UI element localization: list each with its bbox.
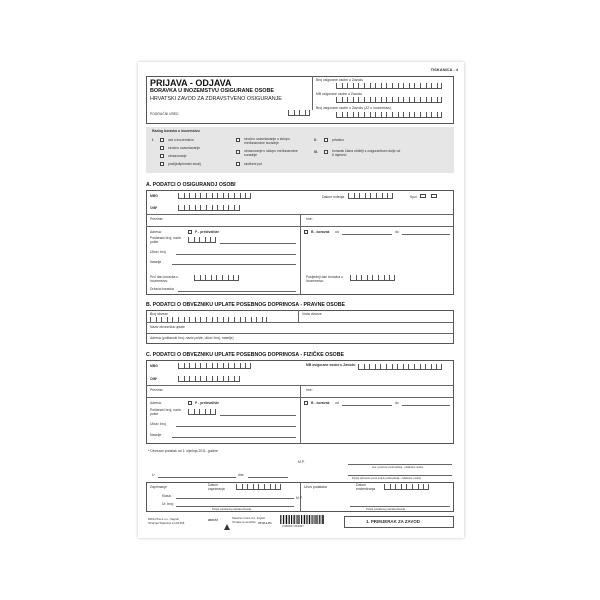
insured-number-cells[interactable] [336, 83, 442, 89]
receipt-label: Zaprimanje [150, 485, 167, 489]
class-label: Klasa: [162, 494, 172, 498]
a-mbg-label: MBG [150, 194, 158, 198]
reason-training: stručno usavršavanje [168, 146, 201, 150]
form-page [138, 62, 464, 538]
signature-caption-2: Potpis (obvezno puna potpis podnositelja - odabrane osobe) [352, 477, 422, 480]
b-kind-label: Vrsta obveze [302, 312, 322, 316]
receipt-signature-caption: Potpis ovlaštenog radnika Zavoda [212, 508, 252, 511]
date-label: dne [238, 473, 244, 477]
c-stay-label: B - boravak [311, 401, 330, 405]
section-b-title: B. PODATCI O OBVEZNIKU UPLATE POSEBNOG DOPRINOSA - PRAVNE OSOBE [146, 302, 345, 308]
reason-checkbox-postgraduate[interactable] [160, 162, 164, 166]
signature-caption-1: Ime i prezime podnositelja - odabrane osobe [372, 466, 424, 469]
a-birth-date-cells[interactable] [348, 193, 393, 199]
c-mbg-cells[interactable] [178, 363, 251, 369]
reason-marker-ii: II. [314, 138, 317, 142]
place-label: U [152, 473, 155, 477]
reg-number-label: Ur. broj: [162, 502, 174, 506]
c-residence-checkbox[interactable] [188, 401, 192, 405]
c-stay-to-line [402, 405, 450, 406]
c-stay-to: do [395, 401, 399, 405]
regional-office-cells[interactable] [288, 110, 310, 116]
a-street-label: Ulica i broj [150, 250, 166, 254]
entry-date-label: Datum evidentiranja [356, 483, 376, 491]
printer-line-2: Oznaka za naručitbu [232, 521, 256, 524]
a-duration-line [178, 291, 296, 292]
entry-date-cells[interactable] [384, 484, 429, 490]
c-stay-from: od [335, 401, 339, 405]
a-sex-label: Spol [410, 195, 417, 199]
header-divider [312, 76, 313, 110]
stamp-label-1: M.P. [298, 460, 305, 464]
b-vertical-divider [298, 310, 299, 322]
a-first-day-cells[interactable] [194, 275, 239, 281]
reason-marker-iii: III. [314, 150, 318, 154]
signature-line-2 [348, 475, 452, 476]
section-c-title: C. PODATCI O OBVEZNIKU UPLATE POSEBNOG DOPRINOSA - FIZIČKE OSOBE [146, 352, 344, 358]
copy-label: 1. PRIMJERAK ZA ZAVOD [366, 519, 420, 524]
form-number: 900172 [208, 518, 219, 522]
publisher-line-1: RRIF-Plus d.o.o., Zagreb [148, 517, 180, 521]
form-title: PRIJAVA - ODJAVA [150, 78, 232, 88]
a-stay-from: od [335, 230, 339, 234]
a-mbg-cells[interactable] [178, 193, 251, 199]
reason-business-trip: službeni put [244, 162, 263, 166]
a-oib-label: OIB* [150, 206, 158, 210]
a-residence-label: P - prebivalište [195, 230, 220, 234]
reason-work-abroad: rad u inozemstvu [168, 138, 194, 142]
c-postal-label: Poštanski broj, naziv pošte [150, 408, 182, 416]
c-residence-label: P - prebivalište [195, 401, 220, 405]
reason-checkbox-intl-education[interactable] [236, 150, 240, 154]
a-stay-checkbox[interactable] [304, 230, 308, 234]
reason-private: privatno [332, 138, 345, 142]
b-divider-1 [146, 322, 454, 323]
a-sex-z-box[interactable] [431, 194, 437, 198]
signature-line-1 [348, 464, 452, 465]
a-divider-2 [146, 226, 454, 227]
receipt-date-label: Datum zaprimanja [208, 483, 225, 491]
insured-number-zz-cells[interactable] [336, 112, 442, 118]
publisher-logo-icon [224, 517, 230, 523]
reason-title: Razlog boravka u inozemstvu [152, 129, 200, 133]
reason-checkbox-intl-training[interactable] [236, 138, 240, 142]
oib-footnote: * Obvezan podatak od 1. siječnja 2011. godine [148, 449, 218, 453]
printer-line-1: Narodne novine d.d., Zagreb [232, 517, 266, 520]
c-surname-label: Prezime: [150, 388, 164, 392]
a-last-day-cells[interactable] [350, 275, 395, 281]
a-first-day-label: Prvi dan boravka u inozemstvu: [150, 275, 179, 283]
a-birth-date-label: Datum rođenja [322, 195, 345, 199]
c-street-label: Ulica i broj [150, 422, 166, 426]
c-oib-label: OIB* [150, 377, 158, 381]
publisher-line-2: Obrazac/Tiskanica 2.10/1258 [148, 521, 185, 525]
reason-family: boravak člana obitelji s osiguranikom dulje od 6 mjeseci [332, 149, 401, 157]
c-oib-cells[interactable] [178, 376, 240, 382]
b-divider-2 [146, 333, 454, 334]
reason-checkbox-education[interactable] [160, 154, 164, 158]
c-settlement-line [172, 437, 296, 438]
institute-name: HRVATSKI ZAVOD ZA ZDRAVSTVENO OSIGURANJE [150, 96, 282, 102]
c-name-label: Ime: [306, 388, 313, 392]
c-mb-insured-cells[interactable] [358, 364, 442, 370]
c-address-label: Adresa: [150, 401, 162, 405]
a-sex-m-box[interactable] [420, 194, 426, 198]
a-settlement-label: Naselje [150, 260, 162, 264]
a-postal-label: Poštanski broj, naziv pošte [150, 236, 182, 244]
class-line [176, 498, 294, 499]
insured-number-label: Broj osigurane osobe u Zavodu [316, 78, 364, 82]
a-stay-label: B - boravak [311, 230, 330, 234]
a-stay-to-line [402, 234, 450, 235]
form-code: TISKANICA - 4 [430, 67, 458, 72]
b-name-label: Naziv obveznika uplate [150, 325, 185, 329]
reason-checkbox-business-trip[interactable] [236, 162, 240, 166]
c-vertical-divider [300, 385, 301, 444]
a-stay-to: do [395, 230, 399, 234]
c-stay-from-line [342, 405, 392, 406]
a-settlement-line [172, 264, 296, 265]
entry-label: Unos podataka [304, 485, 327, 489]
receipt-date-cells[interactable] [236, 484, 281, 490]
c-mbg-label: MBG [150, 364, 158, 368]
a-postal-cells[interactable] [188, 237, 216, 243]
date-line [248, 477, 288, 478]
mb-insured-label: MB osigurane osobe u Zavodu [316, 92, 363, 96]
reason-checkbox-family[interactable] [324, 150, 328, 154]
reason-postgraduate: poslijediplomski studij [168, 162, 201, 166]
form-subtitle: BORAVKA U INOZEMSTVU OSIGURANE OSOBE [150, 88, 274, 94]
reg-number-line [176, 506, 294, 507]
reason-education: obrazovanje [168, 154, 187, 158]
a-name-label: Ime: [306, 217, 313, 221]
section-a-title: A. PODATCI O OSIGURANOJ OSOBI [146, 182, 236, 188]
a-surname-label: Prezime: [150, 217, 164, 221]
c-street-line [176, 426, 296, 427]
entry-signature-caption: Potpis ovlaštenog radnika Zavoda [366, 508, 406, 511]
c-settlement-label: Naselje [150, 433, 162, 437]
a-postal-name-line [220, 243, 296, 244]
place-line [158, 477, 236, 478]
a-duration-label: Država boravka [150, 287, 174, 291]
c-postal-cells[interactable] [188, 409, 216, 415]
reason-intl-training: stručno usavršavanje u sklopu međunarodne suradnje [244, 137, 290, 145]
a-residence-checkbox[interactable] [188, 230, 192, 234]
reason-checkbox-private[interactable] [324, 138, 328, 142]
c-divider-2 [146, 397, 454, 398]
stamp-label-2: M.P. [296, 496, 303, 500]
order-code: UT-III-1-P1 [258, 521, 272, 525]
reason-marker-i: I. [152, 138, 154, 142]
reason-intl-education: obrazovanje u sklopu međunarodne suradnje [244, 149, 298, 157]
a-address-label: Adresa: [150, 230, 162, 234]
mb-insured-cells[interactable] [336, 97, 442, 103]
reason-checkbox-training[interactable] [160, 146, 164, 150]
barcode-number: 3 850157 061297 [282, 524, 304, 528]
a-stay-from-line [342, 234, 392, 235]
insured-number-zz-label: Broj osigurane osobe u Zavodu (ZZ u inozemstvu) [316, 106, 392, 110]
b-number-label: Broj obveze [150, 312, 168, 316]
a-street-line [176, 254, 296, 255]
c-postal-name-line [220, 415, 296, 416]
c-stay-checkbox[interactable] [304, 401, 308, 405]
a-last-day-label: Posljednji dan boravka u inozemstvu: [306, 275, 343, 283]
entry-signature-line [350, 506, 450, 507]
regional-office-label: PODRUČNI URED [150, 112, 179, 116]
b-address-label: Adresa (poštanski broj, naziv pošte, ulica i broj, naselje) [150, 336, 234, 340]
a-oib-cells[interactable] [178, 205, 240, 211]
c-mb-insured-label: MB osigurane osobe u Zavodu [306, 363, 356, 367]
reason-checkbox-work-abroad[interactable] [160, 138, 164, 142]
